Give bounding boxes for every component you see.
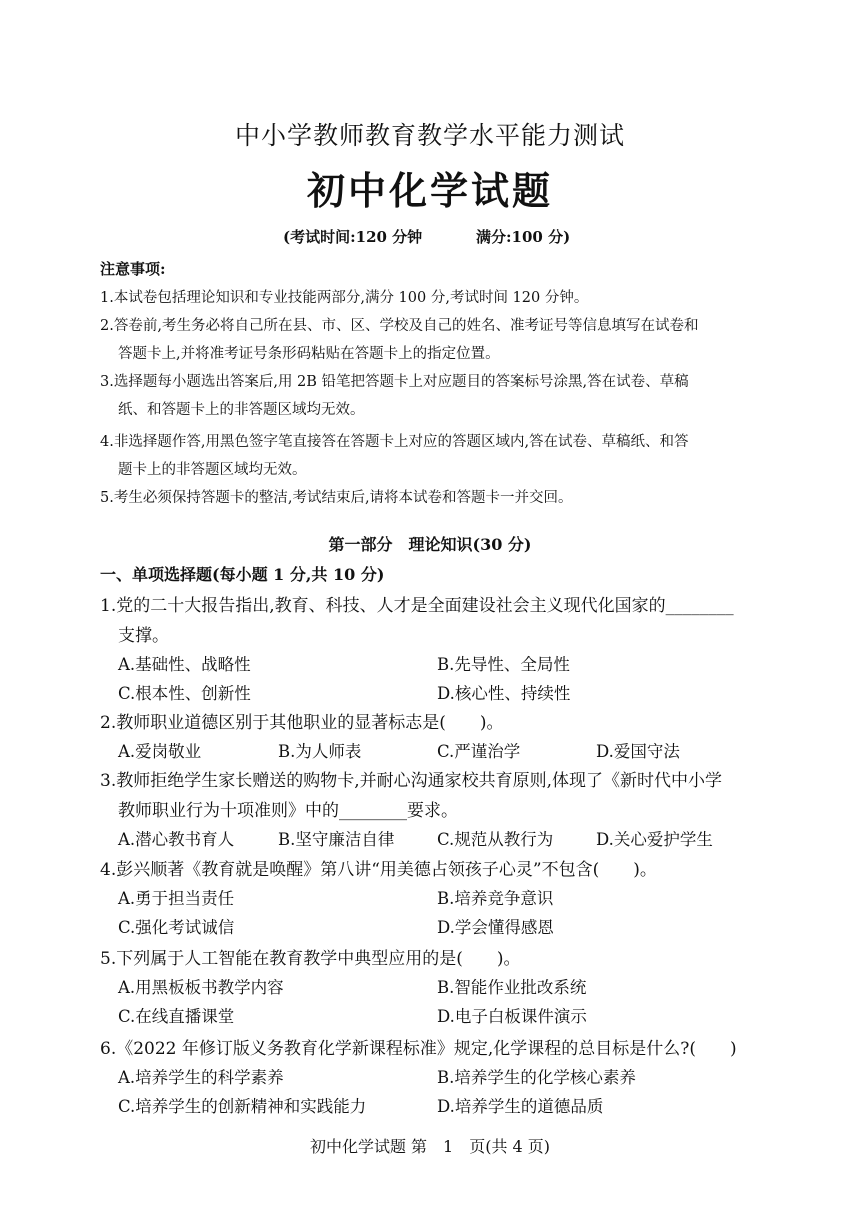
notice-line: 5.考生必须保持答题卡的整洁,考试结束后,请将本试卷和答题卡一并交回。: [100, 490, 573, 506]
option-d: D.培养学生的道德品质: [437, 1097, 604, 1116]
notice-line: 纸、和答题卡上的非答题区域均无效。: [118, 402, 365, 418]
option-b: B.智能作业批改系统: [437, 978, 587, 997]
option-b: B.为人师表: [278, 742, 362, 761]
option-d: D.关心爱护学生: [596, 830, 713, 849]
question-stem: 6.《2022 年修订版义务教育化学新课程标准》规定,化学课程的总目标是什么?( ): [100, 1039, 737, 1059]
option-b: B.培养学生的化学核心素养: [437, 1068, 636, 1087]
part-heading: 第一部分 理论知识(30 分): [328, 535, 532, 554]
option-a: A.勇于担当责任: [118, 889, 235, 908]
option-c: C.强化考试诚信: [118, 918, 235, 937]
option-c: C.规范从教行为: [437, 830, 554, 849]
question-stem: 4.彭兴顺著《教育就是唤醒》第八讲“用美德占领孩子心灵”不包含( )。: [100, 860, 657, 880]
section-heading: 一、单项选择题(每小题 1 分,共 10 分): [100, 565, 385, 584]
option-a: A.爱岗敬业: [118, 742, 202, 761]
exam-score: 满分:100 分): [476, 228, 571, 246]
notice-line: 4.非选择题作答,用黑色签字笔直接答在答题卡上对应的答题区域内,答在试卷、草稿纸、和答: [100, 434, 689, 450]
option-d: D.学会懂得感恩: [437, 918, 554, 937]
notice-line: 2.答卷前,考生务必将自己所在县、市、区、学校及自己的姓名、准考证号等信息填写在试卷和: [100, 318, 699, 334]
exam-time: (考试时间:120 分钟: [283, 228, 423, 246]
option-a: A.潜心教书育人: [118, 830, 235, 849]
option-d: D.核心性、持续性: [437, 684, 571, 703]
option-c: C.根本性、创新性: [118, 684, 251, 703]
question-stem: 5.下列属于人工智能在教育教学中典型应用的是( )。: [100, 949, 521, 969]
notice-line: 3.选择题每小题选出答案后,用 2B 铅笔把答题卡上对应题目的答案标号涂黑,答在试卷、草稿: [100, 374, 689, 390]
question-stem-cont: 支撑。: [118, 626, 169, 646]
notice-line: 题卡上的非答题区域均无效。: [118, 462, 307, 478]
option-d: D.爱国守法: [596, 742, 680, 761]
page-footer: 初中化学试题 第 1 页(共 4 页): [309, 1137, 551, 1156]
question-stem: 3.教师拒绝学生家长赠送的购物卡,并耐心沟通家校共育原则,体现了《新时代中小学: [100, 771, 723, 791]
option-b: B.培养竞争意识: [437, 889, 554, 908]
option-c: C.在线直播课堂: [118, 1007, 235, 1026]
option-a: A.培养学生的科学素养: [118, 1068, 284, 1087]
exam-title: 中小学教师教育教学水平能力测试: [234, 121, 625, 150]
option-c: C.严谨治学: [437, 742, 521, 761]
option-a: A.基础性、战略性: [118, 655, 251, 674]
notice-line: 答题卡上,并将准考证号条形码粘贴在答题卡上的指定位置。: [118, 346, 500, 362]
question-stem: 1.党的二十大报告指出,教育、科技、人才是全面建设社会主义现代化国家的________: [100, 596, 734, 616]
notice-line: 1.本试卷包括理论知识和专业技能两部分,满分 100 分,考试时间 120 分钟。: [100, 290, 589, 306]
notice-heading: 注意事项:: [100, 260, 166, 278]
exam-subtitle: 初中化学试题: [306, 168, 553, 213]
option-a: A.用黑板板书教学内容: [118, 978, 284, 997]
question-stem: 2.教师职业道德区别于其他职业的显著标志是( )。: [100, 713, 504, 733]
option-d: D.电子白板课件演示: [437, 1007, 587, 1026]
question-stem-cont: 教师职业行为十项准则》中的________要求。: [118, 801, 458, 821]
option-c: C.培养学生的创新精神和实践能力: [118, 1097, 367, 1116]
option-b: B.先导性、全局性: [437, 655, 570, 674]
option-b: B.坚守廉洁自律: [278, 830, 395, 849]
